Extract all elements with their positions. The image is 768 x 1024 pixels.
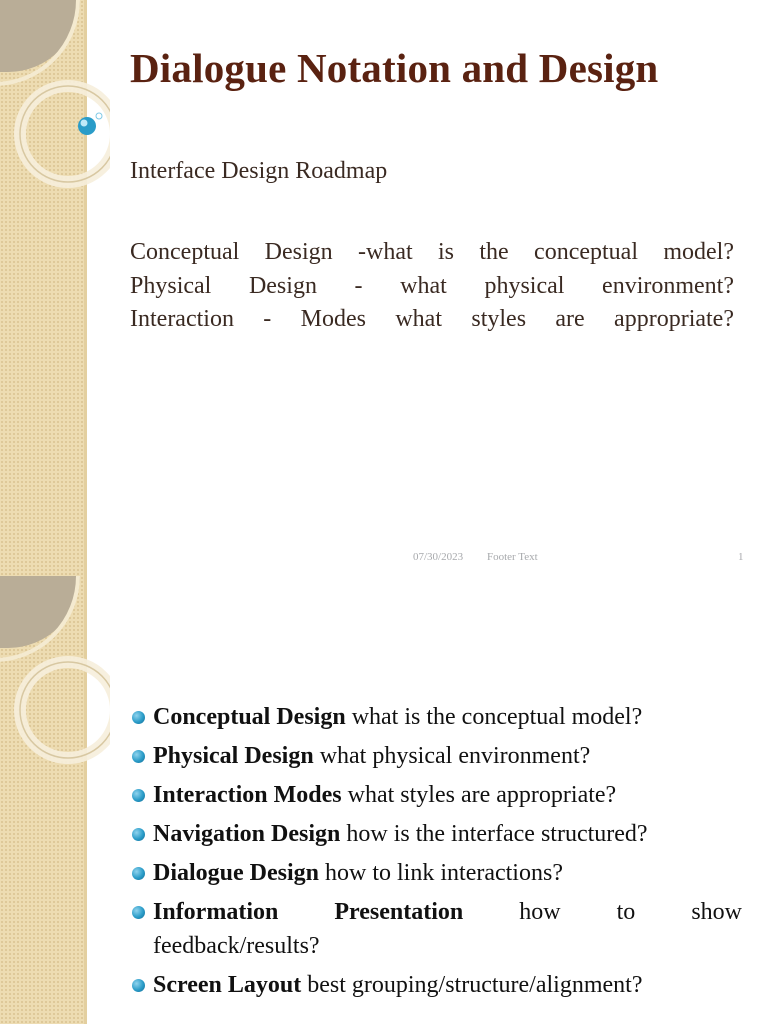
bullet-term: Navigation Design: [153, 821, 341, 847]
body-line: Interaction - Modes what styles are appropriate?: [130, 306, 734, 332]
slide-2: [0, 576, 768, 1024]
bullet-text: best grouping/structure/alignment?: [301, 972, 643, 998]
body-line: Physical Design - what physical environment?: [130, 272, 734, 299]
bullet-icon: [132, 789, 145, 802]
bullet-term: Interaction Modes: [153, 782, 342, 808]
bullet-icon: [132, 828, 145, 841]
bullet-text-continued: feedback/results?: [153, 933, 320, 959]
bullet-line: [153, 895, 742, 929]
bullet-term: Conceptual Design: [153, 704, 346, 730]
bullet-list: [130, 700, 742, 1007]
page-title: Dialogue Notation and Design: [130, 45, 659, 91]
bullet-text: what styles are appropriate?: [341, 782, 617, 808]
list-item: [130, 895, 742, 963]
subtitle: Interface Design Roadmap: [130, 158, 388, 184]
page-number: 1: [738, 551, 744, 563]
bullet-icon: [132, 906, 145, 919]
body-line: Conceptual Design -what is the conceptual model?: [130, 239, 734, 265]
bullet-text: what is the conceptual model?: [345, 704, 643, 730]
list-item: [130, 968, 742, 1002]
bullet-term: Physical Design: [153, 743, 314, 769]
bullet-text: what physical environment?: [313, 743, 591, 769]
bullet-icon: [132, 979, 145, 992]
bullet-text: how to link interactions?: [319, 860, 563, 886]
list-item: [130, 856, 742, 890]
bullet-icon: [132, 750, 145, 763]
decorative-circles-graphic: [0, 0, 110, 200]
list-item: [130, 817, 742, 851]
list-item: [130, 739, 742, 773]
bullet-text: how to show: [519, 899, 742, 925]
list-item: [130, 778, 742, 812]
bullet-icon: [132, 867, 145, 880]
bullet-term: Information Presentation: [153, 899, 464, 925]
body-text: [130, 236, 734, 337]
footer-date: 07/30/2023: [413, 551, 464, 563]
bullet-term: Screen Layout: [153, 972, 302, 998]
footer-text: Footer Text: [487, 551, 538, 563]
decorative-circles-graphic: [0, 576, 110, 776]
bullet-icon: [132, 711, 145, 724]
bullet-term: Dialogue Design: [153, 860, 320, 886]
list-item: [130, 700, 742, 734]
bullet-text: how is the interface structured?: [340, 821, 648, 847]
